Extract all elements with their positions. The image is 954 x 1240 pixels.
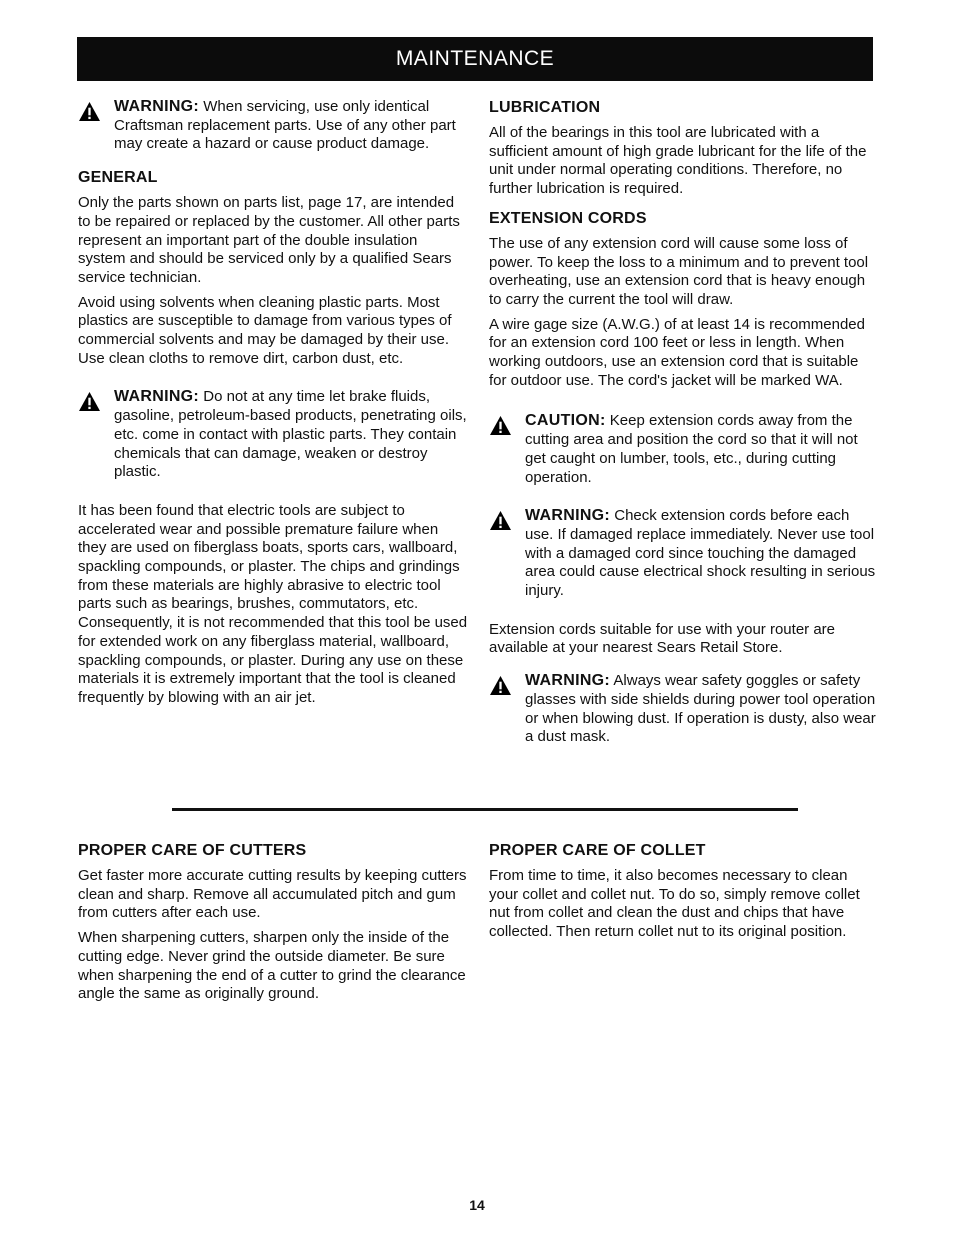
cutters-paragraph-2: When sharpening cutters, sharpen only the inside of the cutting edge. Never grind the outside diameter. Be sure when sharpening the end of a cutter to grind the clearance angle the same as originally ground. bbox=[78, 929, 466, 1003]
sears-store-paragraph: Extension cords suitable for use with your router are available at your nearest Sears Retail Store. bbox=[489, 620, 836, 657]
cutters-section bbox=[78, 841, 468, 1010]
warning-text: Always wear safety goggles or safety glasses with side shields during power tool operation or when blowing dust. If operation is dusty, also wear a dust mask. bbox=[525, 672, 876, 746]
warning-triangle-icon bbox=[489, 415, 512, 436]
warning-label: WARNING: bbox=[525, 672, 611, 690]
section-divider bbox=[172, 808, 798, 811]
collet-section bbox=[489, 841, 879, 948]
caution-text: Keep extension cords away from the cutting area and position the cord so that it will not get caught on lumber, tools, etc., during cutting operation. bbox=[525, 412, 858, 486]
warning-triangle-icon bbox=[489, 510, 512, 531]
heading-proper-care-collet: PROPER CARE OF COLLET bbox=[489, 842, 706, 859]
warning-label: WARNING: bbox=[114, 388, 200, 406]
right-column bbox=[489, 98, 879, 753]
extension-paragraph-2: A wire gage size (A.W.G.) of at least 14 is recommended for an extension cord 100 feet or less in length. When working outdoors, use an extension cord that is suitable for outdoor use. The cord's jacket will be marked WA. bbox=[489, 315, 865, 389]
warning-triangle-icon bbox=[489, 675, 512, 696]
banner-title: MAINTENANCE bbox=[395, 47, 555, 70]
left-column bbox=[78, 98, 468, 714]
collet-paragraph: From time to time, it also becomes necessary to clean your collet and collet nut. To do so, simply remove collet nut from collet and clean the dust and chips that have collected. Then return collet nut to its original position. bbox=[489, 867, 860, 941]
warning-label: WARNING: bbox=[114, 98, 200, 115]
warning-label: WARNING: bbox=[525, 507, 611, 525]
warning-text: When servicing, use only identical Craftsman replacement parts. Use of any other part may create a hazard or cause product damage. bbox=[114, 98, 456, 153]
caution-cord-position bbox=[489, 412, 879, 487]
heading-proper-care-cutters: PROPER CARE OF CUTTERS bbox=[78, 842, 307, 859]
cutters-paragraph-1: Get faster more accurate cutting results by keeping cutters clean and sharp. Remove all accumulated pitch and gum from cutters after each use. bbox=[78, 867, 467, 922]
caution-label: CAUTION: bbox=[525, 412, 606, 430]
warning-text: Do not at any time let brake fluids, gasoline, petroleum-based products, penetrating oils, etc. come in contact with plastic parts. They contain chemicals that can damage, weaken or destroy plastic. bbox=[114, 388, 467, 481]
fiberglass-paragraph: It has been found that electric tools are subject to accelerated wear and possible premature failure when they are used on fiberglass boats, sports cars, wallboard, spackling compounds, or plaster. The chips and grindings from these materials are highly abrasive to electric tool parts such as bearings, brushes, commutators, etc. Consequently, it is not recommended that this tool be used for extended work on any fiberglass material, wallboard, spackling compounds, or plaster. During any use on these materials it is extremely important that the tool is cleaned frequently by blowing with an air jet. bbox=[78, 501, 468, 706]
warning-triangle-icon bbox=[78, 101, 101, 122]
warning-safety-goggles bbox=[489, 672, 879, 747]
lubrication-paragraph: All of the bearings in this tool are lubricated with a sufficient amount of high grade lubricant for the life of the unit under normal operating conditions. Therefore, no further lubrication is required. bbox=[489, 124, 867, 198]
heading-extension-cords: EXTENSION CORDS bbox=[489, 209, 647, 227]
heading-lubrication: LUBRICATION bbox=[489, 99, 601, 116]
warning-replacement-parts bbox=[78, 98, 468, 154]
warning-text: Check extension cords before each use. If damaged replace immediately. Never use tool with a damaged cord since touching the damaged area could cause electrical shock resulting in serious injury. bbox=[525, 507, 876, 600]
general-paragraph-2: Avoid using solvents when cleaning plastic parts. Most plastics are susceptible to damage from various types of commercial solvents and may be damaged by their use. Use clean cloths to remove dirt, carbon dust, etc. bbox=[78, 293, 452, 367]
warning-brake-fluids bbox=[78, 388, 468, 482]
page-number: 14 bbox=[469, 1197, 485, 1213]
general-paragraph-1: Only the parts shown on parts list, page 17, are intended to be repaired or replaced by the customer. All other parts represent an important part of the double insulation system and should be serviced only by a qualified Sears service technician. bbox=[78, 194, 460, 286]
warning-check-cords bbox=[489, 507, 879, 601]
heading-general: GENERAL bbox=[78, 169, 158, 187]
section-banner bbox=[77, 37, 873, 81]
extension-paragraph-1: The use of any extension cord will cause some loss of power. To keep the loss to a minimum and to prevent tool overheating, use an extension cord that is heavy enough to carry the current the tool will draw. bbox=[489, 234, 869, 308]
warning-triangle-icon bbox=[78, 391, 101, 412]
